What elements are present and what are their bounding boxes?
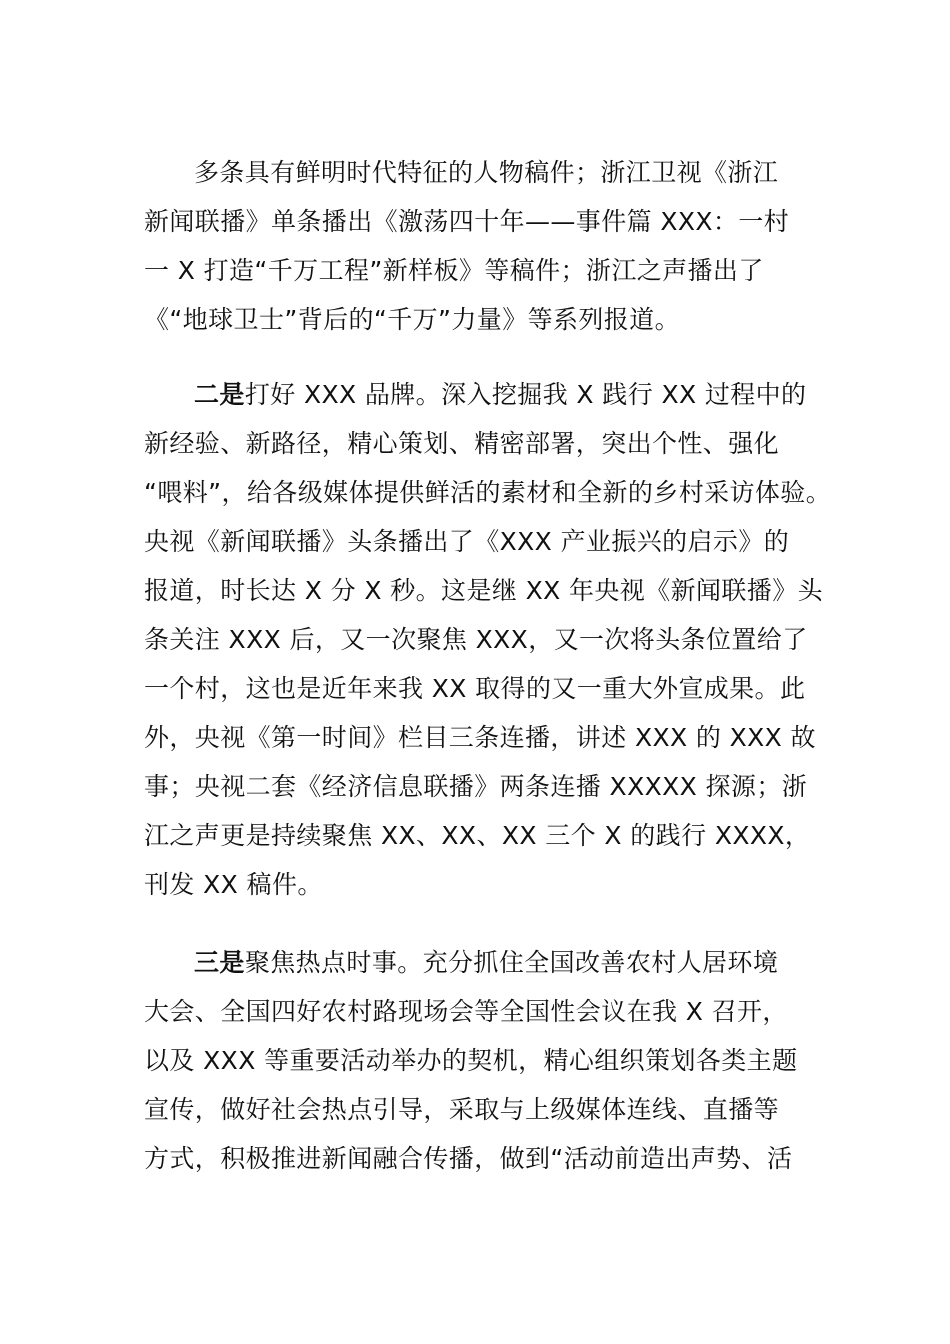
paragraph-1-line: 新闻联播》单条播出《激荡四十年——事件篇 XXX：一村 [144, 207, 790, 236]
paragraph-3 [144, 938, 806, 1183]
paragraph-2-line: 江之声更是持续聚焦 XX、XX、XX 三个 X 的践行 XXXX， [144, 821, 811, 850]
paragraph-1 [144, 148, 806, 344]
paragraph-2-line: 刊发 XX 稿件。 [144, 870, 323, 899]
paragraph-3-lead: 三是 [194, 948, 245, 977]
paragraph-2-line: “喂料”，给各级媒体提供鲜活的素材和全新的乡村采访体验。 [144, 478, 832, 507]
paragraph-2-line: 新经验、新路径，精心策划、精密部署，突出个性、强化 [144, 429, 780, 458]
paragraph-3-line: 大会、全国四好农村路现场会等全国性会议在我 X 召开， [144, 997, 788, 1026]
paragraph-1-line: 多条具有鲜明时代特征的人物稿件；浙江卫视《浙江 [194, 158, 779, 187]
paragraph-2-line: 一个村，这也是近年来我 XX 取得的又一重大外宣成果。此 [144, 674, 806, 703]
paragraph-2-line: 事；央视二套《经济信息联播》两条连播 XXXXX 探源；浙 [144, 772, 808, 801]
paragraph-2-first-line [144, 370, 806, 419]
paragraph-1-line: 一 X 打造“千万工程”新样板》等稿件；浙江之声播出了 [144, 256, 764, 285]
paragraph-3-line: 宣传，做好社会热点引导，采取与上级媒体连线、直播等 [144, 1095, 780, 1124]
paragraph-1-line: 《“地球卫士”背后的“千万”力量》等系列报道。 [144, 305, 681, 334]
paragraph-3-first-line [144, 938, 806, 987]
paragraph-2-lead: 二是 [194, 380, 245, 409]
paragraph-3-first-line-text: 聚焦热点时事。充分抓住全国改善农村人居环境 [244, 948, 779, 977]
paragraph-3-line: 方式，积极推进新闻融合传播，做到“活动前造出声势、活 [144, 1144, 793, 1173]
paragraph-2-line: 外，央视《第一时间》栏目三条连播，讲述 XXX 的 XXX 故 [144, 723, 816, 752]
paragraph-3-line: 以及 XXX 等重要活动举办的契机，精心组织策划各类主题 [144, 1046, 798, 1075]
paragraph-2-line: 条关注 XXX 后，又一次聚焦 XXX，又一次将头条位置给了 [144, 625, 808, 654]
paragraph-2-line: 报道，时长达 X 分 X 秒。这是继 XX 年央视《新闻联播》头 [144, 576, 823, 605]
paragraph-2-first-line-text: 打好 XXX 品牌。深入挖掘我 X 践行 XX 过程中的 [244, 380, 807, 409]
paragraph-2-line: 央视《新闻联播》头条播出了《XXX 产业振兴的启示》的 [144, 527, 790, 556]
paragraph-2 [144, 370, 832, 909]
